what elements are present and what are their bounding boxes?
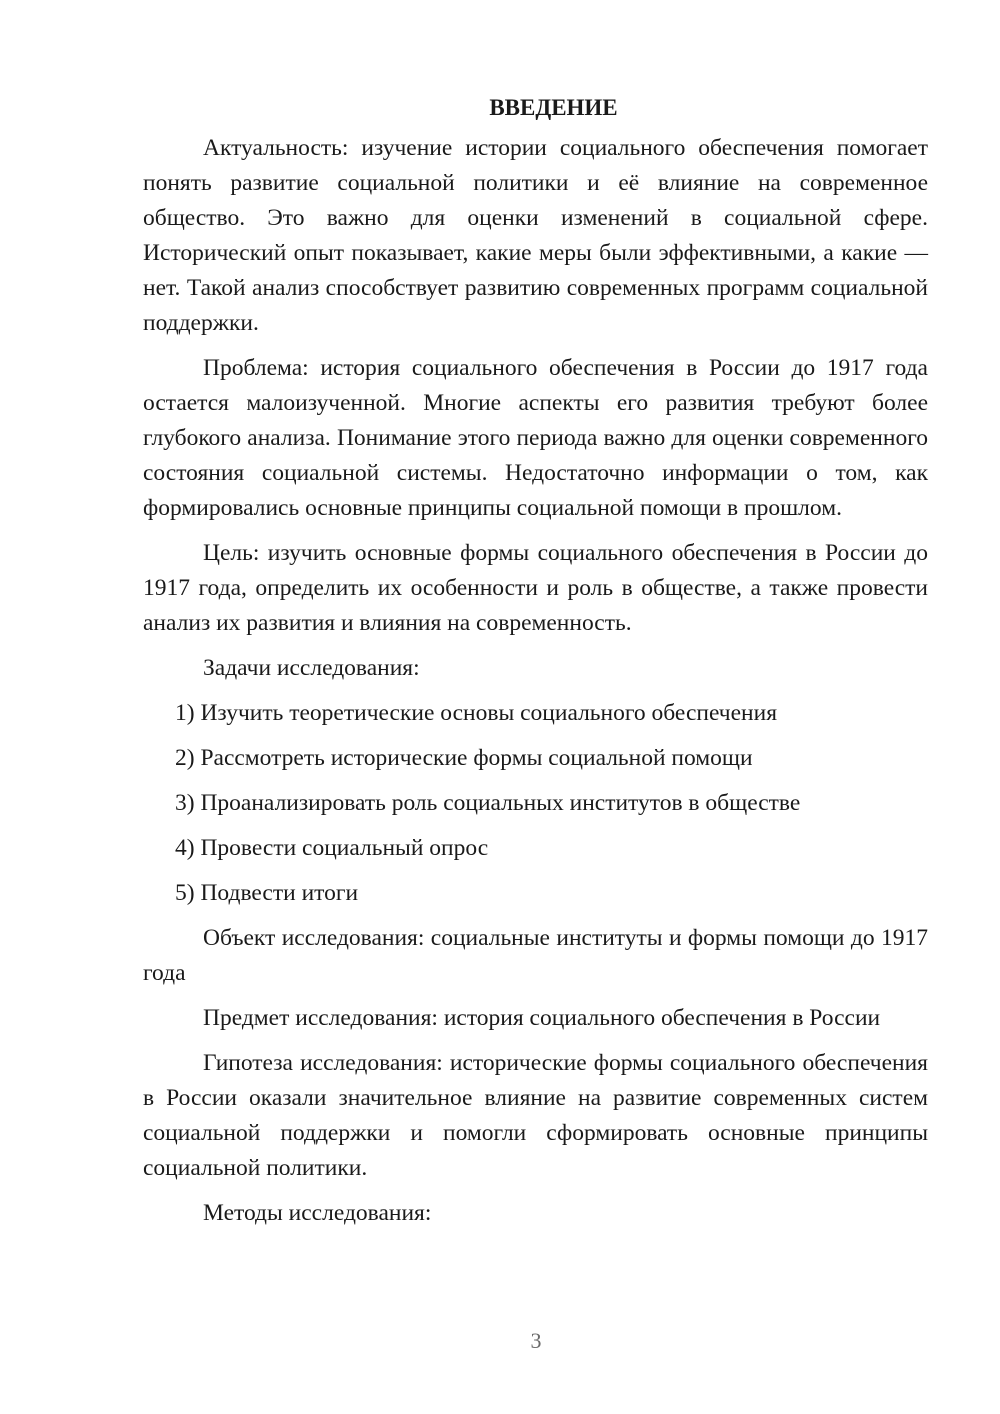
relevance-paragraph: Актуальность: изучение истории социального обеспечения помогает понять развитие социальной политики и её влияние на современное общество. Это важно для оценки изменений в социальной сфере. Исторический опыт показывает, какие меры были эффективными, а какие — нет. Такой анализ способствует развитию современных программ социальной поддержки. bbox=[143, 135, 928, 336]
section-title: ВВЕДЕНИЕ bbox=[489, 95, 618, 120]
task-item: 2) Рассмотреть исторические формы социальной помощи bbox=[175, 745, 753, 771]
methods-heading: Методы исследования: bbox=[203, 1200, 432, 1226]
page-number: 3 bbox=[530, 1328, 542, 1353]
task-item: 3) Проанализировать роль социальных институтов в обществе bbox=[175, 790, 801, 816]
task-item: 5) Подвести итоги bbox=[175, 880, 359, 906]
tasks-heading: Задачи исследования: bbox=[203, 655, 420, 681]
task-item: 1) Изучить теоретические основы социального обеспечения bbox=[175, 700, 778, 726]
tasks-list bbox=[143, 696, 928, 911]
subject-paragraph: Предмет исследования: история социального обеспечения в России bbox=[203, 1005, 881, 1031]
problem-paragraph: Проблема: история социального обеспечения в России до 1917 года остается малоизученной. Многие аспекты его развития требуют более глубокого анализа. Понимание этого периода важно для оценки современного состояния социальной системы. Недостаточно информации о том, как формировались основные принципы социальной помощи в прошлом. bbox=[143, 355, 928, 521]
hypothesis-paragraph: Гипотеза исследования: исторические формы социального обеспечения в России оказали значительное влияние на развитие современных систем социальной поддержки и помогли сформировать основные принципы социальной политики. bbox=[143, 1050, 928, 1181]
object-paragraph: Объект исследования: социальные институты и формы помощи до 1917 года bbox=[143, 925, 928, 986]
task-item: 4) Провести социальный опрос bbox=[175, 835, 489, 861]
document-page bbox=[143, 90, 928, 1241]
goal-paragraph: Цель: изучить основные формы социального обеспечения в России до 1917 года, определить их особенности и роль в обществе, а также провести анализ их развития и влияния на современность. bbox=[143, 540, 928, 636]
